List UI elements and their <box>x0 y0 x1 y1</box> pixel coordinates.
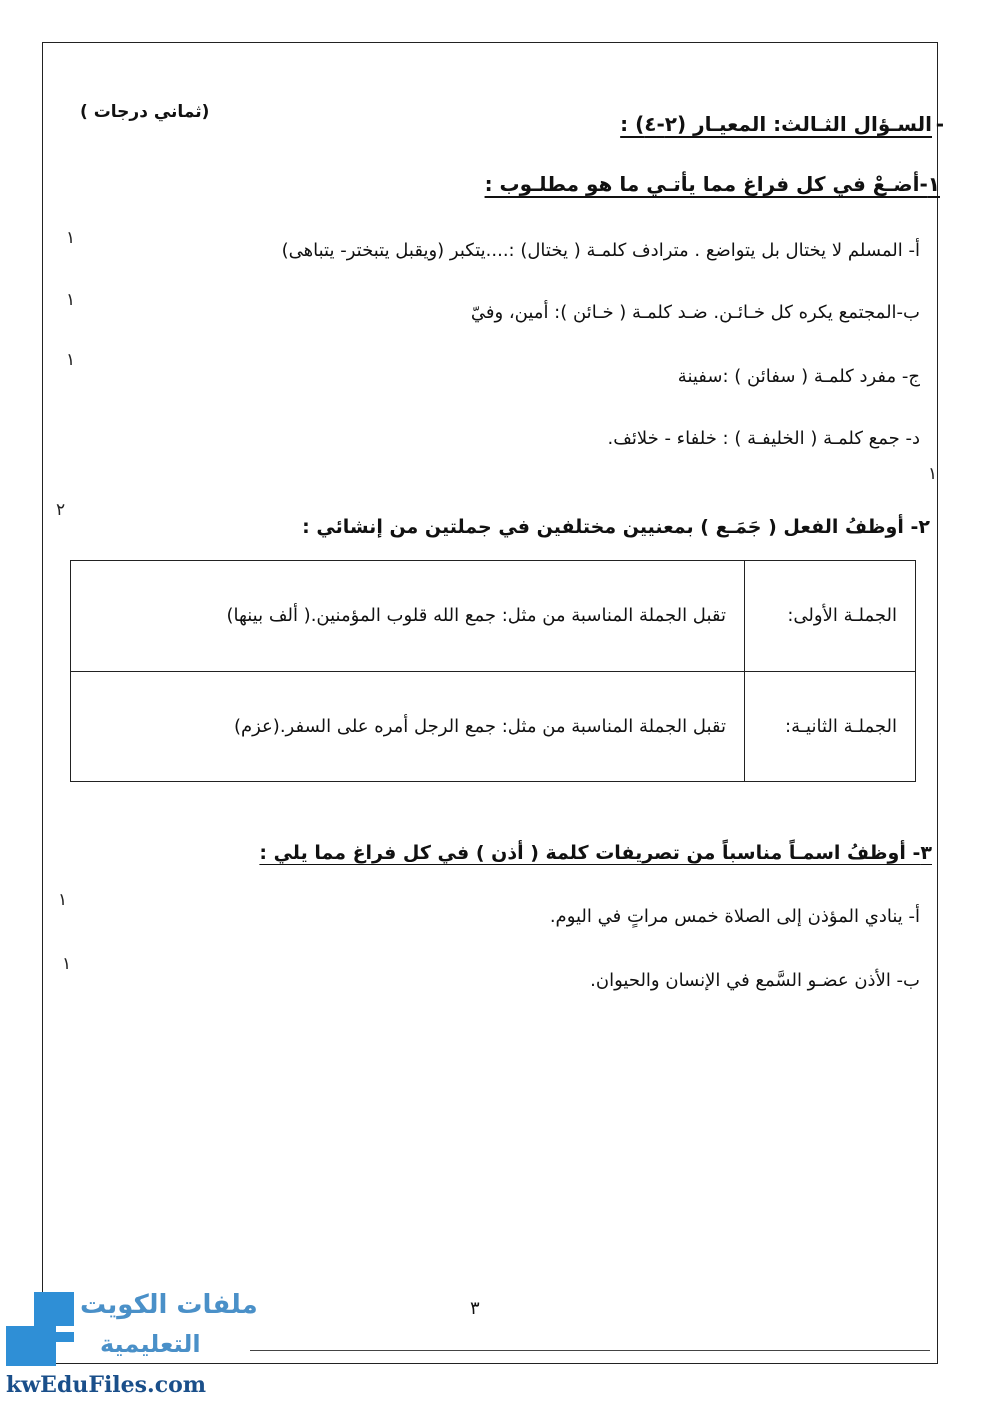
section2-title: ٢- أوظفُ الفعل ( جَمَـع ) بمعنيين مختلفين في جملتين من إنشائي : <box>302 516 930 538</box>
row2-label: الجملـة الثانيـة: <box>745 671 916 782</box>
header-dash: - <box>935 112 944 136</box>
mark-item-a: ١ <box>66 228 76 248</box>
section3-item-a: أ- ينادي المؤذن إلى الصلاة خمس مراتٍ في اليوم. <box>549 906 920 927</box>
mark-item-b: ١ <box>66 290 76 310</box>
section3-title: ٣- أوظفُ اسمـاً مناسباً من تصريفات كلمة ( أذن ) في كل فراغ مما يلي : <box>259 842 932 864</box>
sentences-table <box>70 560 916 782</box>
row1-label: الجملـة الأولى: <box>745 561 916 672</box>
section1-item-a: أ- المسلم لا يختال بل يتواضع . مترادف كلمـة ( يختال) :....يتكبر (ويقبل يتبختر- يتباهى) <box>281 240 920 261</box>
row2-value: تقبل الجملة المناسبة من مثل: جمع الرجل أمره على السفر.(عزم) <box>71 671 745 782</box>
mark-section2: ٢ <box>56 500 66 520</box>
mark-item-c: ١ <box>66 350 76 370</box>
section1-title: ١-أضـعْ في كل فراغ مما يأتـي ما هو مطلـوب : <box>484 172 940 196</box>
row1-value: تقبل الجملة المناسبة من مثل: جمع الله قلوب المؤمنين.( ألف بينها) <box>71 561 745 672</box>
table-row <box>71 671 916 782</box>
section3-item-b: ب- الأذن عضـو السَّمع في الإنسان والحيوان. <box>590 970 920 991</box>
logo-blocks-icon <box>6 1292 86 1372</box>
section1-item-d: د- جمع كلمـة ( الخليفـة ) : خلفاء - خلائف. <box>607 428 920 449</box>
mark-s3-a: ١ <box>58 890 68 910</box>
logo-text-line1: ملفات الكويت <box>80 1290 258 1320</box>
section1-item-b: ب-المجتمع يكره كل خـائـن. ضـد كلمـة ( خـائن ): أمين، وفيّ <box>470 302 920 323</box>
logo-text-line2: التعليمية <box>100 1330 201 1358</box>
section1-item-c: ج- مفرد كلمـة ( سفائن ) :سفينة <box>677 366 920 387</box>
table-row <box>71 561 916 672</box>
question-marks: ( ثماني درجات) <box>80 102 210 122</box>
page-number: ٣ <box>470 1298 480 1319</box>
mark-s3-b: ١ <box>62 954 72 974</box>
question-heading: السـؤال الثـالث: المعيـار (٢-٤) : <box>620 112 932 136</box>
footer-divider <box>250 1350 930 1351</box>
mark-item-d: ١ <box>928 464 938 484</box>
logo-url: kwEduFiles.com <box>6 1372 207 1398</box>
